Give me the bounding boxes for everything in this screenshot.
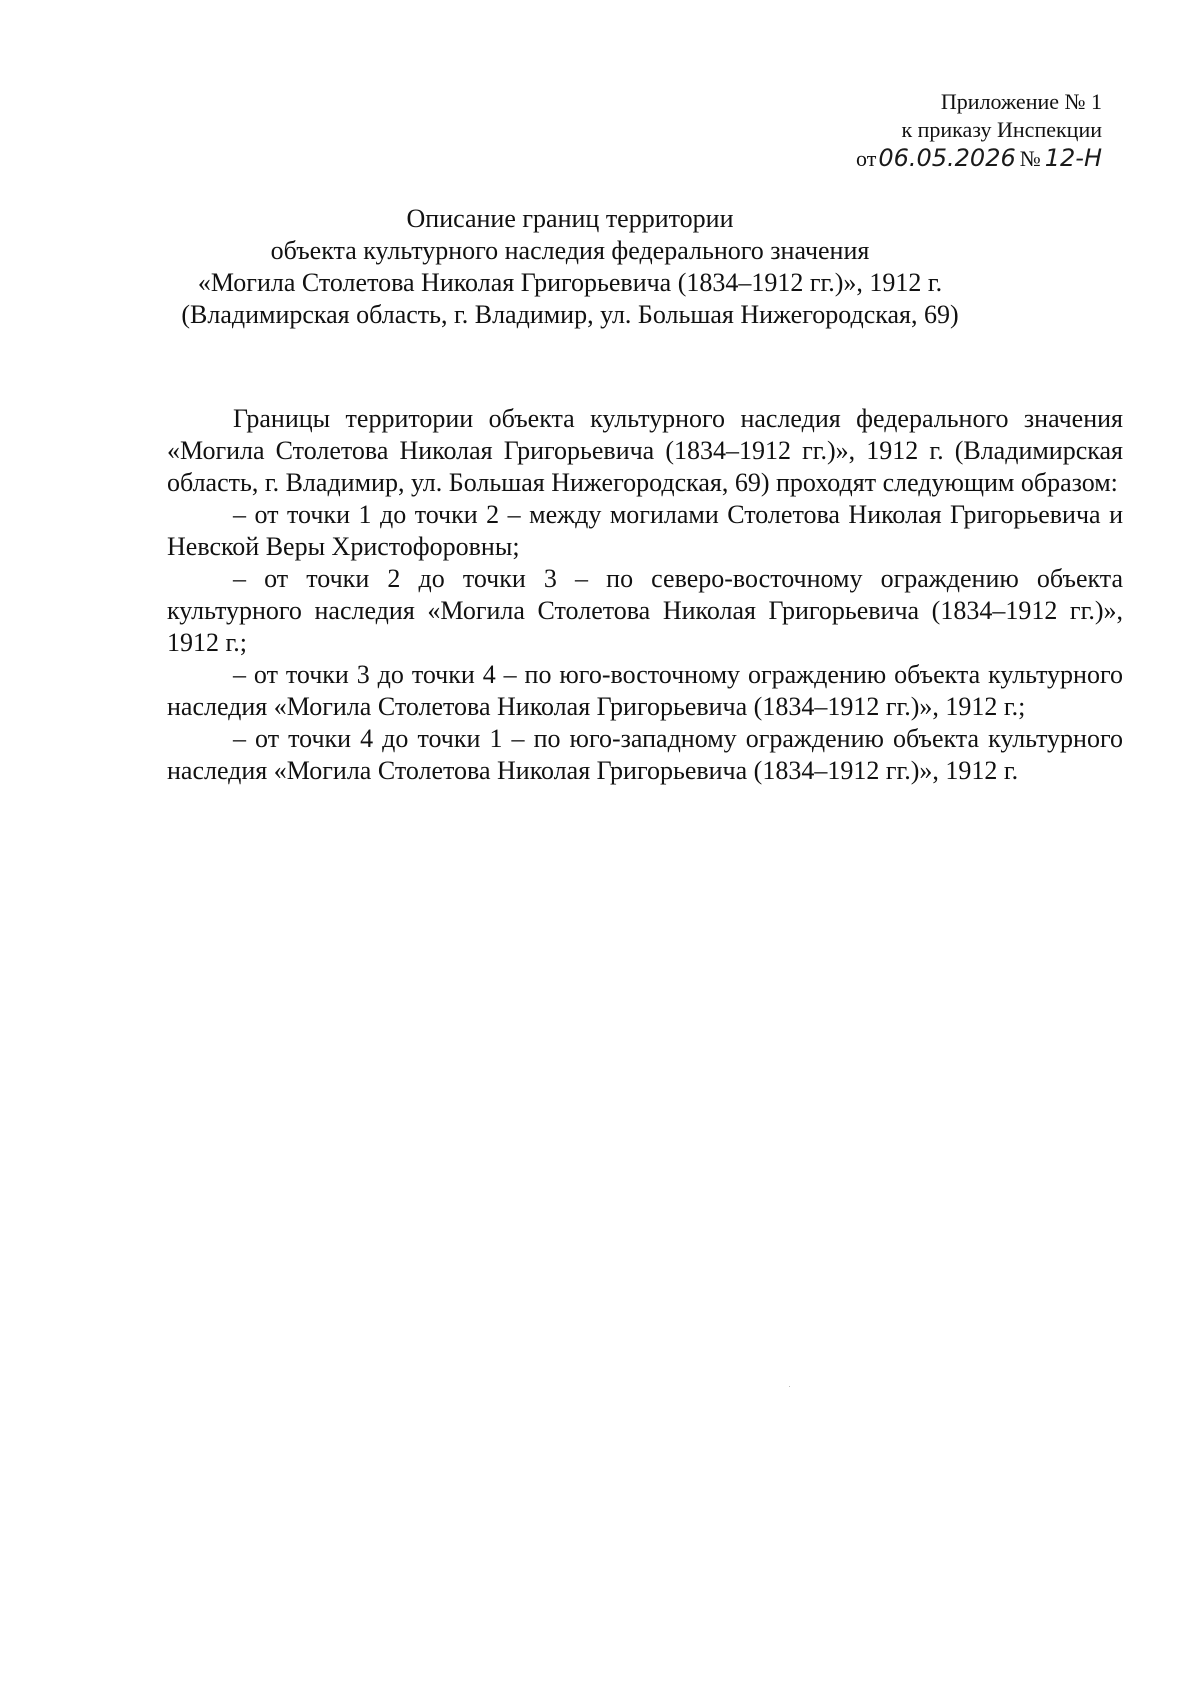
handwritten-date: 06.05.2026 xyxy=(878,144,1016,172)
appendix-header xyxy=(682,88,1102,173)
scan-speck xyxy=(789,1386,790,1387)
document-body xyxy=(167,403,1123,787)
boundary-item: – от точки 1 до точки 2 – между могилами Столетова Николая Григорьевича и Невской Веры Христофоровны; xyxy=(167,500,1123,561)
appendix-order-ref: к приказу Инспекции xyxy=(901,117,1102,142)
document-title xyxy=(150,203,990,331)
appendix-number: Приложение № 1 xyxy=(940,89,1102,114)
boundary-item: – от точки 3 до точки 4 – по юго-восточному ограждению объекта культурного наследия «Могила Столетова Николая Григорьевича (1834–1912 гг.)», 1912 г.; xyxy=(167,660,1123,721)
title-line-1: Описание границ территории xyxy=(406,204,734,233)
boundary-item: – от точки 2 до точки 3 – по северо-восточному ограждению объекта культурного наследия «Могила Столетова Николая Григорьевича (1834–1912 гг.)», 1912 г.; xyxy=(167,564,1123,657)
handwritten-number: 12-Н xyxy=(1044,144,1102,172)
date-prefix: от xyxy=(856,146,877,171)
title-line-2: объекта культурного наследия федерального значения xyxy=(270,236,870,265)
intro-paragraph: Границы территории объекта культурного наследия федерального значения «Могила Столетова Николая Григорьевича (1834–1912 гг.)», 1912 г. (Владимирская область, г. Владимир, ул. Большая Нижегородская, 69) проходят следующим образом: xyxy=(167,404,1123,497)
boundary-item: – от точки 4 до точки 1 – по юго-западному ограждению объекта культурного наследия «Могила Столетова Николая Григорьевича (1834–1912 гг.)», 1912 г. xyxy=(167,724,1123,785)
number-sign: № xyxy=(1019,146,1041,171)
appendix-date-line xyxy=(682,144,1102,173)
title-line-3: «Могила Столетова Николая Григорьевича (1834–1912 гг.)», 1912 г. xyxy=(197,268,943,297)
title-line-4: (Владимирская область, г. Владимир, ул. Большая Нижегородская, 69) xyxy=(181,300,959,329)
